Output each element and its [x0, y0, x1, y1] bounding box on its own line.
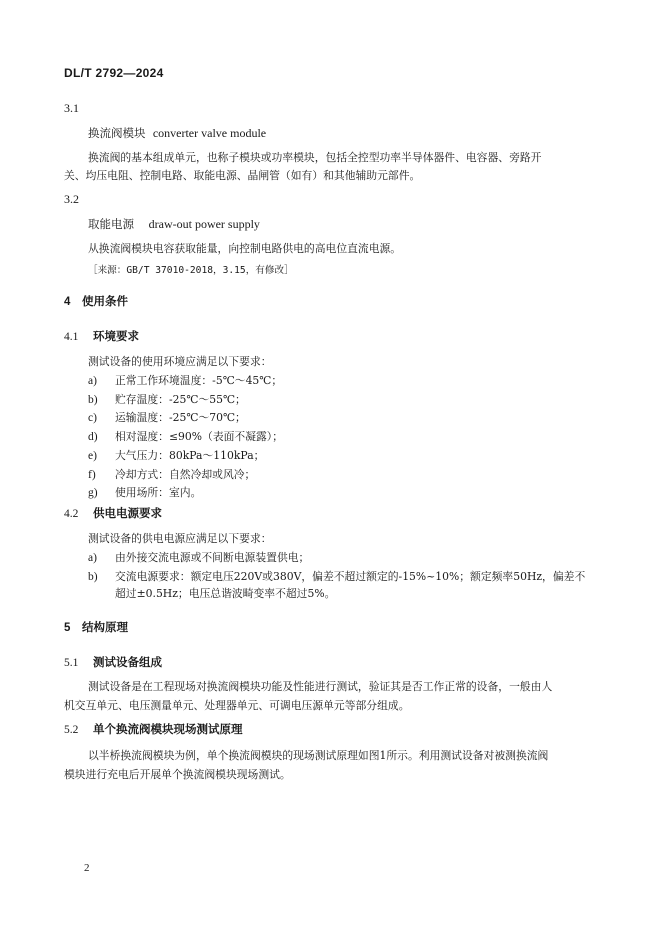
term-cn: 换流阀模块 [88, 126, 146, 140]
list-item [88, 429, 283, 444]
clause-5-1-line-2: 机交互单元、电压测量单元、处理器单元、可调电压源单元等部分组成。 [64, 699, 410, 712]
definition-3-1-line-1: 换流阀的基本组成单元，也称子模块或功率模块，包括全控型功率半导体器件、电容器、旁路开 [88, 151, 542, 164]
list-item [88, 448, 264, 463]
definition-3-1-line-2: 关、均压电阻、控制电路、取能电源、晶闸管（如有）和其他辅助元部件。 [64, 169, 421, 182]
list-item [88, 410, 246, 425]
clause-number: 4.2 [64, 508, 79, 520]
list-item-continuation: 超过±0.5Hz；电压总谐波畸变率不超过5%。 [115, 587, 336, 600]
list-item [88, 485, 201, 500]
list-item [88, 392, 246, 407]
list-marker: b) [88, 393, 98, 406]
list-item [88, 467, 255, 482]
list-text: 正常工作环境温度：-5℃～45℃； [115, 374, 283, 387]
definition-3-2: 从换流阀模块电容获取能量，向控制电路供电的高电位直流电源。 [88, 242, 402, 255]
clause-heading-4-1 [64, 328, 139, 344]
list-text: 运输温度：-25℃～70℃； [115, 411, 246, 425]
clause-5-1-line-1: 测试设备是在工程现场对换流阀模块功能及性能进行测试，验证其是否工作正常的设备，一般由人 [88, 680, 553, 693]
list-marker: c) [88, 412, 97, 425]
term-3-2 [88, 216, 260, 232]
term-en: draw-out power supply [148, 217, 260, 231]
clause-number: 4.1 [64, 331, 79, 343]
section-number: 5 [64, 622, 71, 634]
list-text: 交流电源要求：额定电压220V或380V，偏差不超过额定的-15%~10%；额定频率50Hz，偏差不 [115, 570, 586, 583]
list-text: 相对湿度：≤90%（表面不凝露）； [115, 430, 284, 444]
list-marker: b) [88, 571, 98, 583]
clause-heading-5-2 [64, 721, 243, 737]
section-title: 使用条件 [82, 294, 128, 308]
clause-number-3-2: 3.2 [64, 192, 79, 206]
clause-title: 供电电源要求 [93, 506, 162, 520]
page-number: 2 [84, 862, 90, 874]
term-3-1 [88, 125, 266, 141]
list-text: 由外接交流电源或不间断电源装置供电； [115, 551, 310, 564]
clause-title: 单个换流阀模块现场测试原理 [93, 722, 243, 736]
source-note: ［来源：GB/T 37010-2018，3.15，有修改］ [88, 265, 294, 276]
clause-5-2-line-2: 模块进行充电后开展单个换流阀模块现场测试。 [64, 768, 291, 781]
list-marker: a) [88, 552, 97, 564]
section-heading-4 [64, 293, 128, 309]
list-marker: a) [88, 375, 97, 387]
list-item [88, 550, 309, 565]
clause-title: 环境要求 [93, 329, 139, 343]
clause-number: 5.2 [64, 724, 79, 736]
clause-5-2-line-1: 以半桥换流阀模块为例，单个换流阀模块的现场测试原理如图1所示。利用测试设备对被测换流阀 [88, 749, 549, 762]
list-text: 贮存温度：-25℃～55℃； [115, 392, 246, 406]
list-item [88, 569, 585, 584]
term-en: converter valve module [152, 126, 267, 140]
list-marker: d) [88, 431, 98, 444]
clause-heading-5-1 [64, 654, 162, 670]
clause-number: 5.1 [64, 657, 79, 669]
list-text: 冷却方式：自然冷却或风冷； [115, 467, 256, 481]
clause-4-1-intro: 测试设备的使用环境应满足以下要求： [88, 355, 272, 368]
list-marker: e) [88, 449, 97, 462]
section-number: 4 [64, 296, 71, 308]
clause-title: 测试设备组成 [93, 655, 162, 669]
section-title: 结构原理 [82, 620, 128, 634]
clause-4-2-intro: 测试设备的供电电源应满足以下要求： [88, 532, 272, 545]
clause-number-3-1: 3.1 [64, 101, 79, 115]
list-text: 使用场所：室内。 [115, 486, 202, 500]
list-text: 大气压力：80kPa～110kPa； [115, 448, 265, 462]
clause-heading-4-2 [64, 505, 162, 521]
document-code: DL/T 2792—2024 [64, 66, 164, 80]
section-heading-5 [64, 619, 128, 635]
list-marker: g) [88, 487, 98, 500]
term-cn: 取能电源 [88, 217, 134, 231]
list-marker: f) [88, 468, 96, 481]
list-item [88, 373, 282, 388]
